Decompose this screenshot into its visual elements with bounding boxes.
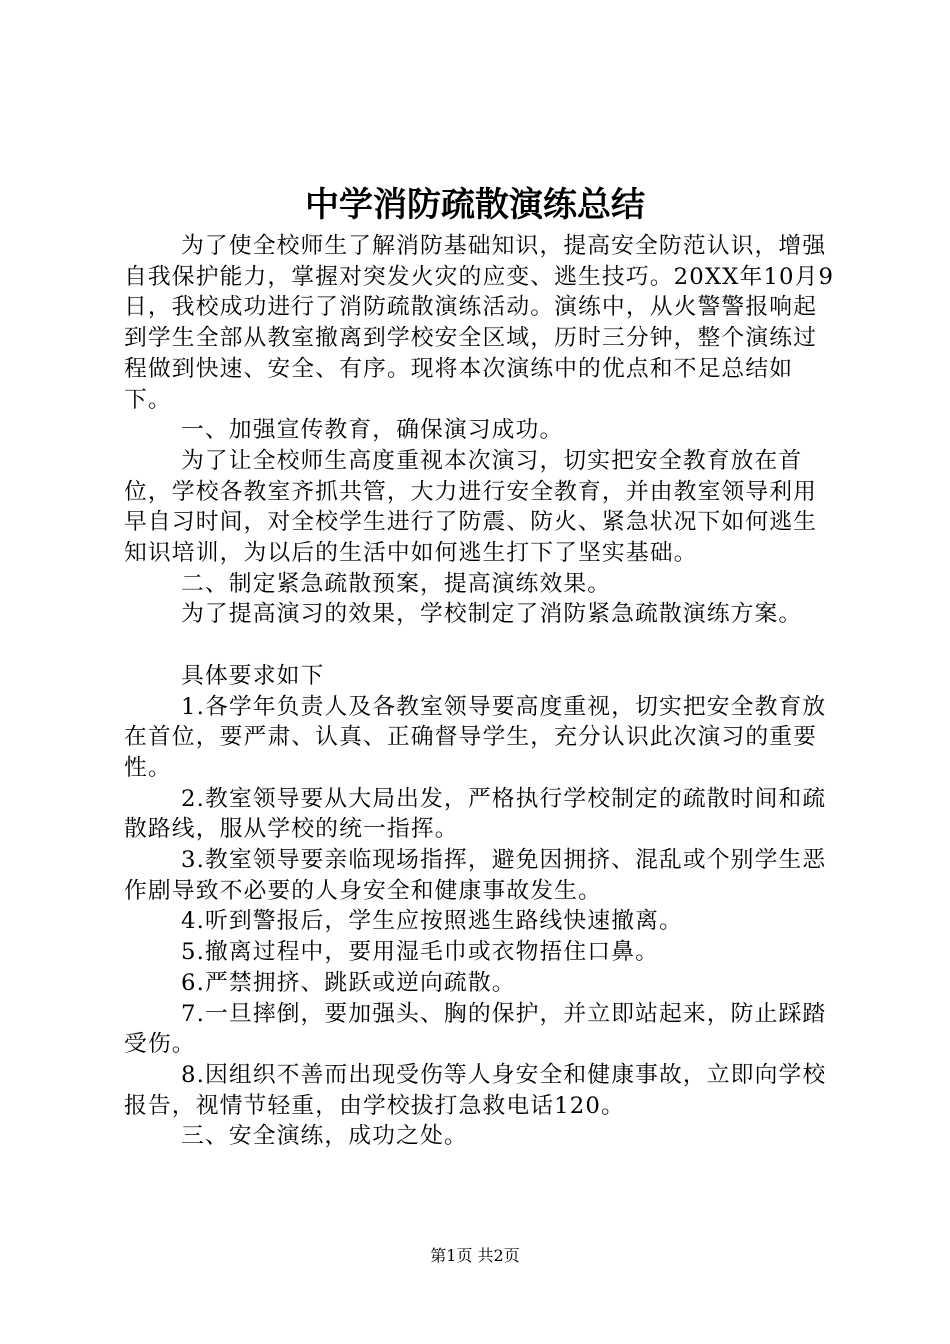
- section-heading-1: 一、加强宣传教育，确保演习成功。: [181, 417, 564, 444]
- document-title: 中学消防疏散演练总结: [305, 185, 645, 225]
- paragraph-intro: 为了使全校师生了解消防基础知识，提高安全防范认识，增强自我保护能力，掌握对突发火灾的应变、逃生技巧。20XX年10月9日，我校成功进行了消防疏散演练活动。演练中，从火警警报响起到学生全部从教室撤离到学校安全区域，历时三分钟，整个演练过程做到快速、安全、有序。现将本次演练中的优点和不足总结如下。: [124, 233, 835, 413]
- document-body: [124, 231, 839, 1152]
- section-heading-3: 三、安全演练，成功之处。: [181, 1123, 468, 1150]
- paragraph-section-2: 为了提高演习的效果，学校制定了消防紧急疏散演练方案。: [181, 601, 803, 628]
- requirement-item: 8.因组织不善而出现受伤等人身安全和健康事故，立即向学校报告，视情节轻重，由学校拔打急救电话120。: [124, 1061, 827, 1119]
- requirement-item: 5.撤离过程中，要用湿毛巾或衣物捂住口鼻。: [181, 939, 659, 966]
- paragraph-section-1: 为了让全校师生高度重视本次演习，切实把安全教育放在首位，学校各教室齐抓共管，大力进行安全教育，并由教室领导利用早自习时间，对全校学生进行了防震、防火、紧急状况下如何逃生知识培训，为以后的生活中如何逃生打下了坚实基础。: [124, 447, 818, 567]
- requirement-item: 7.一旦摔倒，要加强头、胸的保护，并立即站起来，防止踩踏受伤。: [124, 1000, 827, 1058]
- section-heading-2: 二、制定紧急疏散预案，提高演练效果。: [181, 570, 612, 597]
- requirement-item: 2.教室领导要从大局出发，严格执行学校制定的疏散时间和疏散路线，服从学校的统一指挥。: [124, 785, 827, 843]
- requirement-item: 4.听到警报后，学生应按照逃生路线快速撤离。: [181, 908, 683, 935]
- requirements-heading: 具体要求如下: [181, 662, 325, 689]
- blank-line: [124, 630, 839, 661]
- requirement-item: 1.各学年负责人及各教室领导要高度重视，切实把安全教育放在首位，要严肃、认真、正确督导学生，充分认识此次演习的重要性。: [124, 693, 827, 781]
- page-footer: 第1页 共2页: [430, 1246, 520, 1265]
- requirement-item: 6.严禁拥挤、跳跃或逆向疏散。: [181, 969, 516, 996]
- requirement-item: 3.教室领导要亲临现场指挥，避免因拥挤、混乱或个别学生恶作剧导致不必要的人身安全和健康事故发生。: [124, 847, 827, 904]
